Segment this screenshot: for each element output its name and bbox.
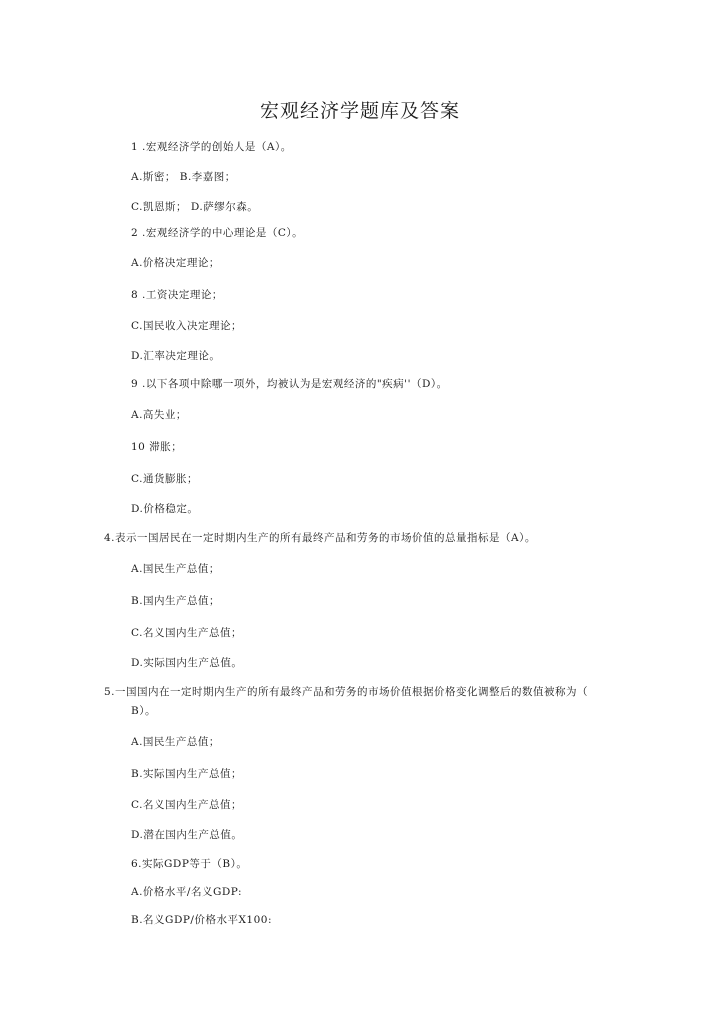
question-4-option-a: A.国民生产总值； bbox=[131, 563, 220, 575]
question-2-option-b: 8 .工资决定理论； bbox=[131, 289, 223, 301]
question-5-option-c: C.名义国内生产总值； bbox=[131, 799, 242, 811]
question-1: 1 .宏观经济学的创始人是（A）。 bbox=[131, 141, 292, 153]
question-5-option-d: D.潜在国内生产总值。 bbox=[131, 829, 243, 841]
question-3: 9 .以下各项中除哪一项外，均被认为是宏观经济的"疾病''（D）。 bbox=[131, 378, 448, 390]
question-1-options-ab: A.斯密； B.李嘉图； bbox=[131, 171, 236, 183]
question-2: 2 .宏观经济学的中心理论是（C）。 bbox=[131, 227, 304, 239]
document-title: 宏观经济学题库及答案 bbox=[259, 100, 460, 122]
question-4-option-c: C.名义国内生产总值； bbox=[131, 627, 242, 639]
question-6-option-a: A.价格水平/名义GDP: bbox=[131, 886, 242, 898]
question-2-option-d: D.汇率决定理论。 bbox=[131, 350, 221, 362]
question-3-option-c: C.通货膨胀； bbox=[131, 473, 198, 485]
question-1-options-cd: C.凯恩斯； D.萨缪尔森。 bbox=[131, 201, 259, 213]
question-4: 4.表示一国居民在一定时期内生产的所有最终产品和劳务的市场价值的总量指标是（A）。 bbox=[104, 532, 536, 544]
question-4-option-d: D.实际国内生产总值。 bbox=[131, 657, 243, 669]
question-5-option-b: B.实际国内生产总值； bbox=[131, 768, 243, 780]
question-6: 6.实际GDP等于（B）。 bbox=[131, 858, 248, 870]
question-3-option-d: D.价格稳定。 bbox=[131, 503, 199, 515]
question-3-option-b: 10 滞胀； bbox=[131, 441, 183, 453]
question-3-option-a: A.高失业； bbox=[131, 409, 187, 421]
question-2-option-c: C.国民收入决定理论； bbox=[131, 320, 242, 332]
question-6-option-b: B.名义GDP/价格水平X100: bbox=[131, 914, 273, 926]
question-4-option-b: B.国内生产总值； bbox=[131, 595, 221, 607]
question-5-continuation: B）。 bbox=[131, 705, 156, 717]
question-5: 5.一国国内在一定时期内生产的所有最终产品和劳务的市场价值根据价格变化调整后的数值被称为（ bbox=[104, 686, 589, 698]
question-5-option-a: A.国民生产总值； bbox=[131, 736, 220, 748]
question-2-option-a: A.价格决定理论； bbox=[131, 257, 220, 269]
